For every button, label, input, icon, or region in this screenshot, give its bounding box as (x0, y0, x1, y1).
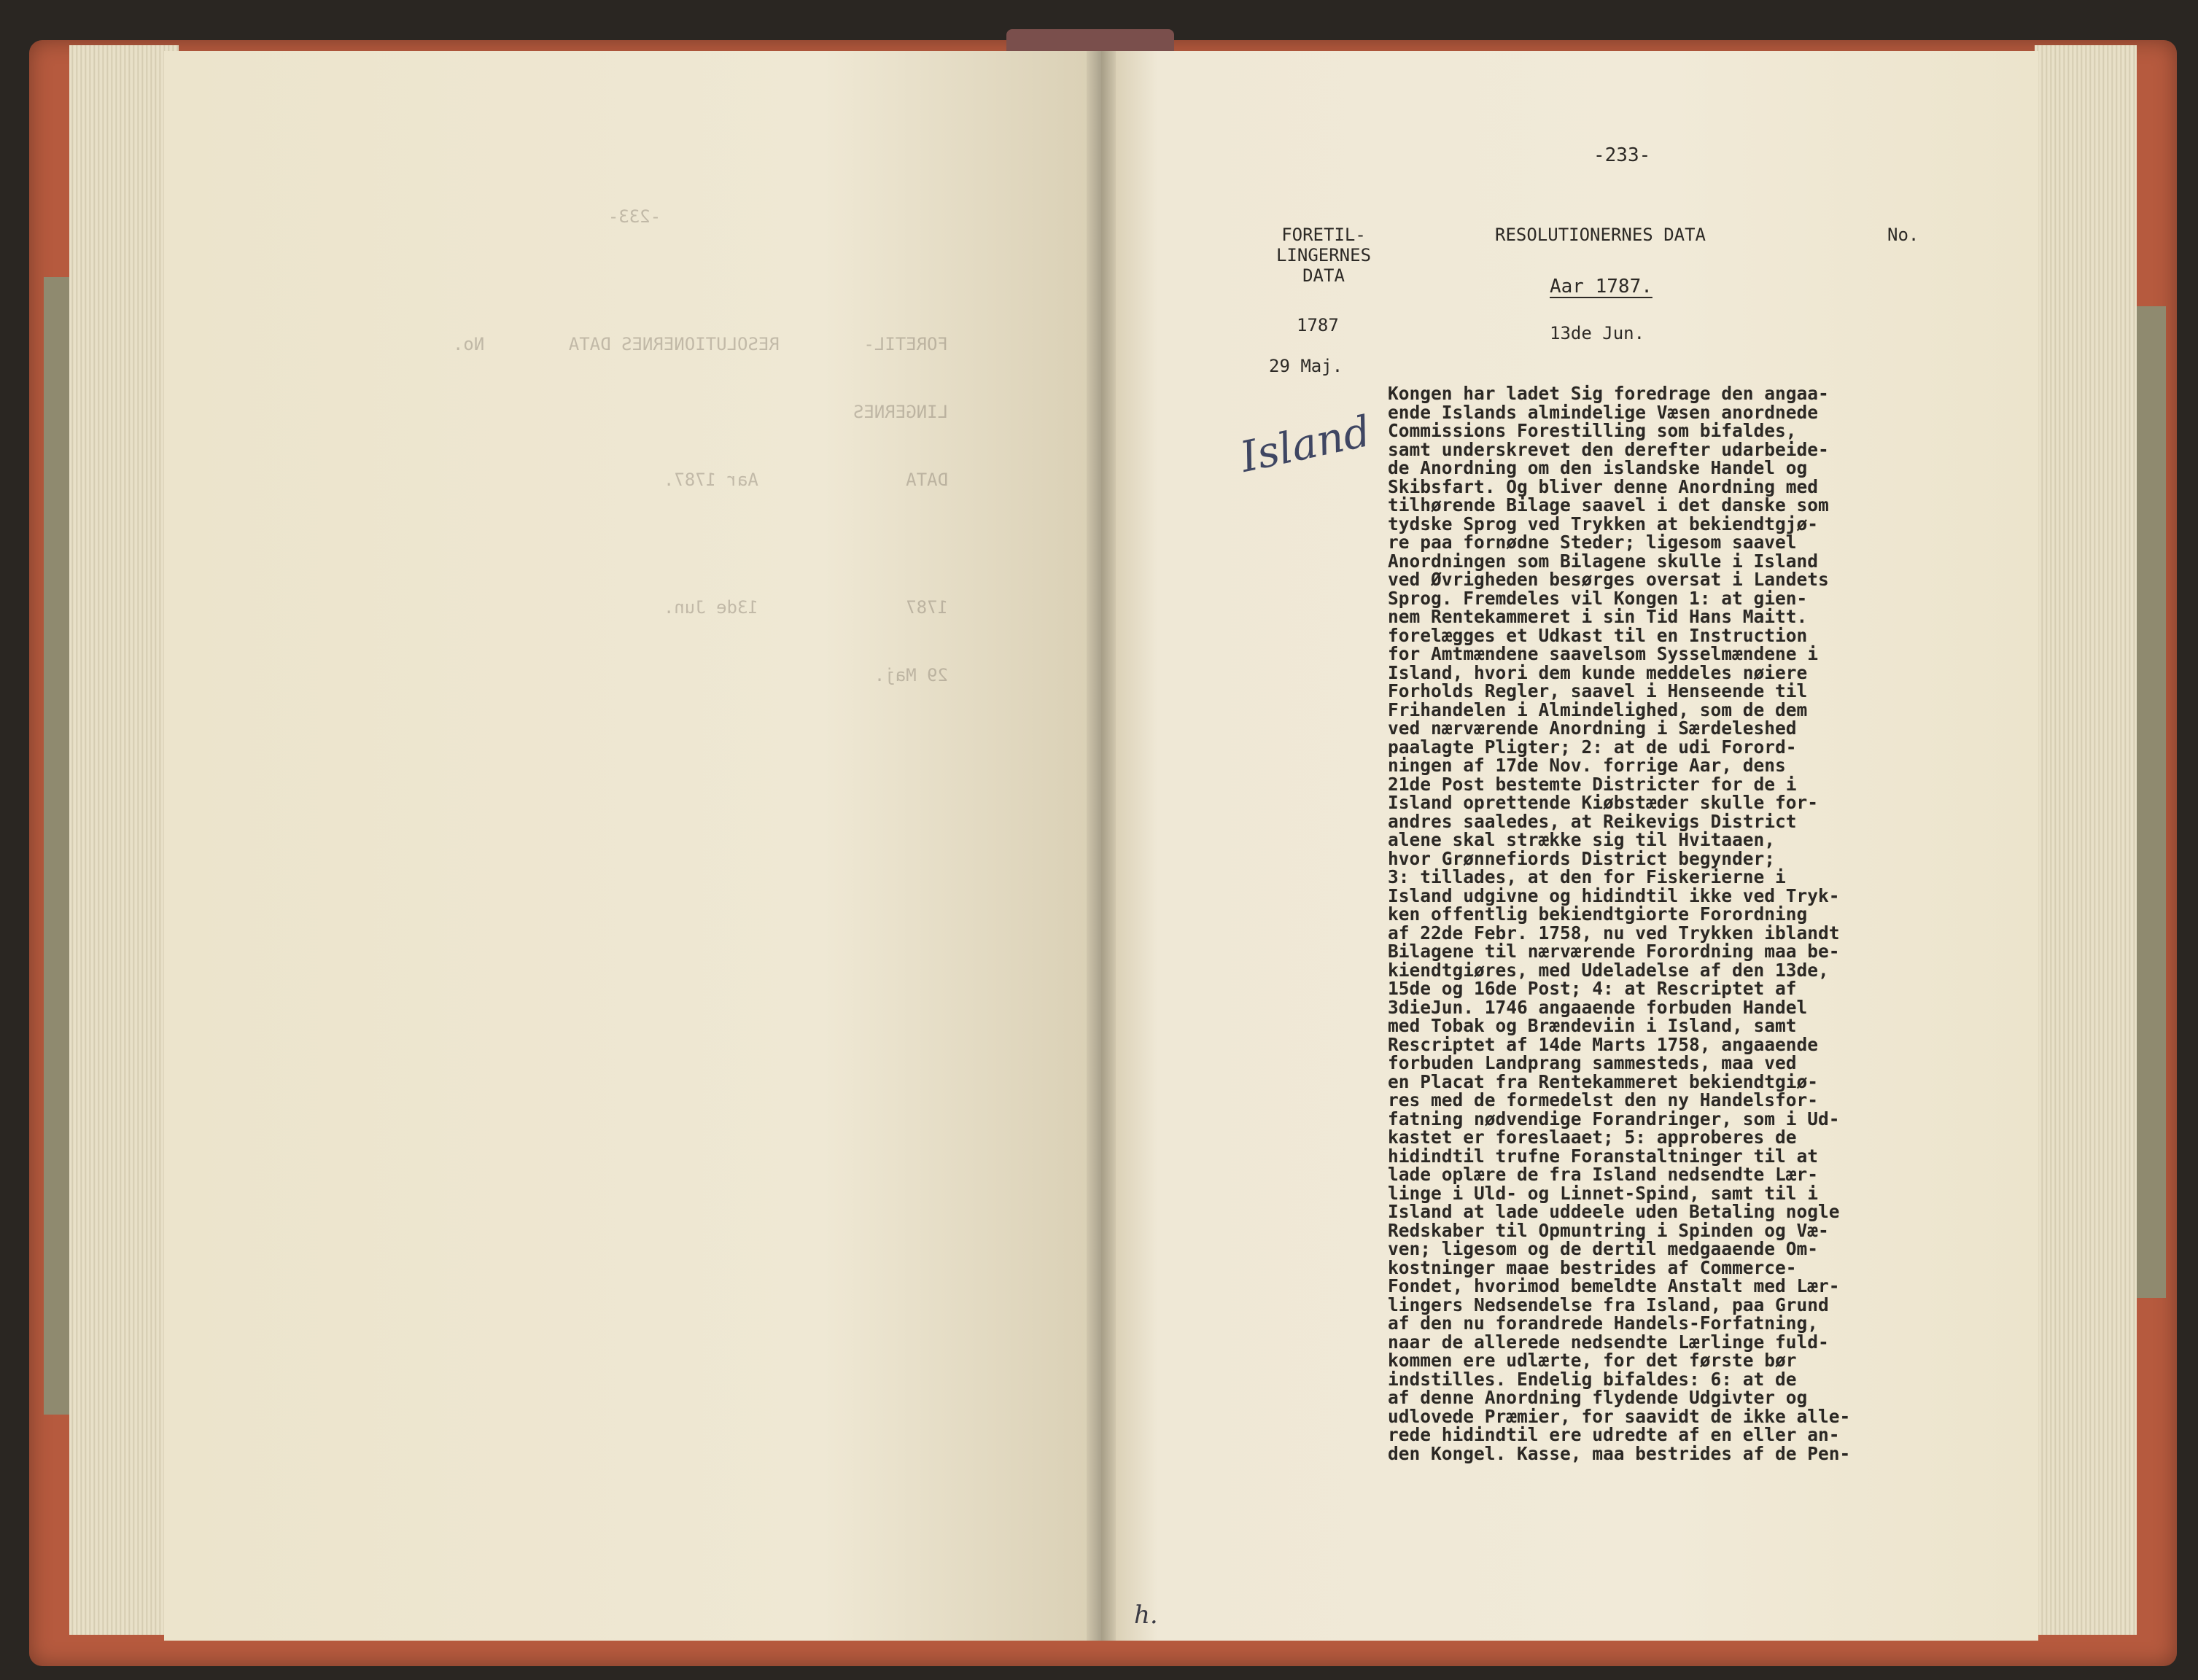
body-text-line: ende Islands almindelige Væsen anordnede (1388, 401, 1819, 423)
body-text-line: res med de formedelst den ny Handelsfor- (1388, 1089, 1819, 1111)
body-text-line: Island oprettende Kiøbstæder skulle for- (1388, 792, 1819, 813)
body-text-line: Frihandelen i Almindelighed, som de dem (1388, 699, 1808, 720)
body-text-line: ved Øvrigheden besørges oversat i Landets (1388, 569, 1829, 590)
body-text-line: fatning nødvendige Forandringer, som i Ud- (1388, 1108, 1840, 1129)
handwritten-bottom-mark: h. (1134, 1601, 1158, 1630)
body-text-line: linge i Uld- og Linnet-Spind, samt til i (1388, 1182, 1819, 1204)
body-text-line: Island at lade uddeele uden Betaling nogle (1388, 1201, 1840, 1222)
bleed-line: DATA Aar 1787. (663, 470, 948, 490)
body-text-line: Skibsfart. Og bliver denne Anordning med (1388, 475, 1819, 497)
bleed-line: FORETIL- RESOLUTIONERNES DATA No. (452, 334, 948, 354)
bleed-line: LINGERNES (853, 402, 948, 422)
body-text-line: Island, hvori dem kunde meddeles nøiere (1388, 661, 1808, 683)
year-title: Aar 1787. (1550, 276, 1653, 298)
body-text-line: en Placat fra Rentekammeret bekiendtgiø- (1388, 1070, 1819, 1092)
body-text-line: Rescriptet af 14de Marts 1758, angaaende (1388, 1033, 1819, 1055)
body-text-line: Bilagene til nærværende Forordning maa be- (1388, 941, 1840, 962)
column-header-resolutionernes: RESOLUTIONERNES DATA (1495, 225, 1706, 245)
page-edges-right (2035, 45, 2137, 1635)
page-edges-left (69, 45, 179, 1635)
body-text-line: forelægges et Udkast til en Instruction (1388, 624, 1808, 646)
body-text-line: af denne Anordning flydende Udgivter og (1388, 1387, 1808, 1408)
column-header-line: DATA (1302, 265, 1345, 286)
body-text-line: med Tobak og Brændeviin i Island, samt (1388, 1015, 1797, 1036)
body-text-line: Anordningen som Bilagene skulle i Island (1388, 550, 1819, 572)
body-text-line: 3: tillades, at den for Fiskerierne i (1388, 866, 1786, 887)
body-text-line: kastet er foreslaaet; 5: approberes de (1388, 1127, 1797, 1148)
body-text-line: ven; ligesom og de dertil medgaaende Om- (1388, 1238, 1819, 1259)
body-text-line: 21de Post bestemte Districter for de i (1388, 773, 1797, 795)
body-text-line: naar de allerede nedsendte Lærlinge fuld- (1388, 1331, 1829, 1353)
body-text-line: kiendtgiøres, med Udeladelse af den 13de, (1388, 959, 1829, 981)
body-text-line: Fondet, hvorimod bemeldte Anstalt med Lær- (1388, 1275, 1840, 1296)
body-text-line: Kongen har ladet Sig foredrage den angaa- (1388, 383, 1829, 404)
body-text-line: kostninger maae bestrides af Commerce- (1388, 1256, 1797, 1278)
body-text-line: Commissions Forestilling som bifaldes, (1388, 420, 1797, 441)
body-text-line: lingers Nedsendelse fra Island, paa Grund (1388, 1294, 1829, 1315)
body-text-line: samt underskrevet den derefter udarbeide- (1388, 438, 1829, 460)
body-text-line: andres saaledes, at Reikevigs District (1388, 810, 1797, 832)
body-text-line: tilhørende Bilage saavel i det danske som (1388, 494, 1829, 516)
body-text-line: kommen ere udlærte, for det første bør (1388, 1350, 1797, 1371)
body-text-line: Forholds Regler, saavel i Henseende til (1388, 680, 1808, 701)
bleed-line: 29 Maj. (874, 665, 948, 685)
body-text-line: hvor Grønnefiords District begynder; (1388, 847, 1776, 869)
body-text-line: udlovede Præmier, for saavidt de ikke alle- (1388, 1405, 1851, 1427)
column-header-line: FORETIL- (1281, 225, 1366, 245)
resolution-body-text (1388, 384, 2030, 1463)
body-text-line: rede hidindtil ere udredte af en eller an- (1388, 1424, 1840, 1445)
body-text-line: alene skal strække sig til Hvitaaen, (1388, 829, 1776, 850)
body-text-line: tydske Sprog ved Trykken at bekiendtgjø- (1388, 513, 1819, 534)
column-header-number: No. (1887, 225, 1919, 245)
body-text-line: af 22de Febr. 1758, nu ved Trykken iblandt (1388, 922, 1840, 944)
handwritten-margin-note: Island (1235, 406, 1375, 482)
body-text-line: indstilles. Endelig bifaldes: 6: at de (1388, 1368, 1797, 1390)
page-number: -233- (1593, 144, 1651, 166)
body-text-line: paalagte Pligter; 2: at de udi Forord- (1388, 736, 1797, 758)
book-gutter (1087, 51, 1116, 1641)
body-text-line: af den nu forandrede Handels-Forfatning, (1388, 1312, 1819, 1334)
body-text-line: ningen af 17de Nov. forrige Aar, dens (1388, 755, 1786, 776)
body-text-line: re paa fornødne Steder; ligesom saavel (1388, 532, 1797, 553)
resolution-date: 13de Jun. (1550, 323, 1645, 343)
body-text-line: forbuden Landprang sammesteds, maa ved (1388, 1052, 1797, 1073)
bleed-line: 1787 13de Jun. (663, 597, 948, 618)
body-text-line: Island udgivne og hidindtil ikke ved Tryk- (1388, 884, 1840, 906)
body-text-line: Sprog. Fremdeles vil Kongen 1: at gien- (1388, 587, 1808, 609)
left-page-bleed-through (321, 160, 948, 1473)
body-text-line: Redskaber til Opmuntring i Spinden og Væ- (1388, 1219, 1829, 1241)
foretilling-date: 29 Maj. (1269, 356, 1343, 376)
foretilling-year: 1787 (1297, 315, 1339, 335)
body-text-line: 3dieJun. 1746 angaaende forbuden Handel (1388, 996, 1808, 1018)
column-header-line: LINGERNES (1275, 245, 1372, 265)
column-header-foretillingernes (1265, 225, 1382, 286)
body-text-line: den Kongel. Kasse, maa bestrides af de Pen- (1388, 1442, 1851, 1464)
body-text-line: nem Rentekammeret i sin Tid Hans Maitt. (1388, 606, 1808, 627)
body-text-line: 15de og 16de Post; 4: at Rescriptet af (1388, 978, 1797, 999)
body-text-line: lade oplære de fra Island nedsendte Lær- (1388, 1164, 1819, 1185)
body-text-line: hidindtil trufne Foranstaltninger til at (1388, 1145, 1819, 1167)
body-text-line: for Amtmændene saavelsom Sysselmændene i (1388, 643, 1819, 664)
body-text-line: ved nærværende Anordning i Særdeleshed (1388, 718, 1797, 739)
bleed-line: -233- (607, 206, 661, 227)
body-text-line: de Anordning om den islandske Handel og (1388, 457, 1808, 478)
body-text-line: ken offentlig bekiendtgiorte Forordning (1388, 903, 1808, 925)
